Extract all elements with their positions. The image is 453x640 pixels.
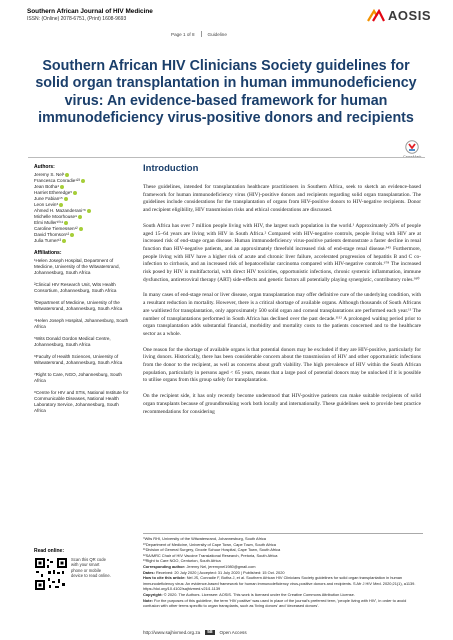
author-name: Jean Botha⁴ — [34, 184, 60, 189]
header-rule — [28, 157, 425, 158]
cite-info — [143, 575, 423, 592]
affiliation-item: ⁷Right to Care, NGO, Johannesburg, South Africa — [34, 372, 122, 383]
corresponding-label: Corresponding author: — [143, 563, 186, 569]
author-name: Jeremy S. Nel¹ — [34, 172, 65, 177]
affiliation-item: ⁴Helen Joseph Hospital, Johannesburg, South Africa — [34, 318, 129, 329]
author-list — [34, 172, 130, 244]
footnote-affiliation: ¹¹Division of General Surgery, Groote Schuur Hospital, Cape Town, South Africa — [143, 547, 281, 553]
dates-label: Dates: — [143, 569, 155, 575]
section-label: Guideline — [207, 31, 227, 37]
note-label: Note: — [143, 597, 153, 603]
author-name: Harriet Etheredge⁵ — [34, 190, 73, 195]
affiliation-item: ¹Helen Joseph Hospital, Department of Medicine, University of the Witwatersrand, Johannesburg, South Africa — [34, 258, 120, 275]
note — [143, 598, 423, 609]
main-text — [143, 184, 421, 424]
open-access-label: Open Access — [219, 630, 247, 635]
paragraph: On the recipient side, it has only recently become understood that HIV-positive patients can make suitable recipients of solid organ transplants because of groundbreaking work both locally and internationally. These guidelines seek to provide best practice recommendations for considering — [143, 393, 421, 415]
aosis-logo-text: AOSIS — [388, 8, 431, 23]
author-name: Michelle Moorhouse⁹ — [34, 214, 78, 219]
qr-code-icon[interactable] — [34, 557, 68, 591]
author-name: Ahmed H. Mazanderani⁷⁸ — [34, 208, 86, 213]
journal-name: Southern African Journal of HIV Medicine — [27, 8, 153, 15]
author-name: June Fabian¹⁵ — [34, 196, 63, 201]
footnote-affiliation: ¹²SA/MRC Chair of HIV Vaccine Translational Research, Pretoria, South Africa — [143, 552, 278, 558]
paragraph: South Africa has over 7 million people living with HIV, the largest such population in the world.¹ Approximately 20% of people aged 15–64 years are living with HIV in South Africa.² Compared with HIV-negative controls, people living with HIV are at increased risk of end-stage organ disease. Human immunodeficiency virus-positive patients demonstrate a faster decline in renal function than HIV-negative patients, and an approximately threefold increased risk of end-stage renal disease.³⁴⁵ Furthermore, people living with HIV have a higher risk of acute and chronic liver failure, accelerated progression of hepatitis B and C co-infection to cirrhosis, and an increased risk of hepatocellular carcinoma compared with HIV-negative controls.⁶⁷⁸ The increased risk posed by HIV is multifactorial, with direct HIV toxicities, opportunistic infections, chronic systemic inflammation, immune dysfunction, antiretroviral therapy (ART) side-effects and genetic factors all potentially playing synergistic, contributory roles.⁹¹⁰ — [143, 222, 421, 283]
page-number: 58 — [207, 630, 213, 635]
footer-url[interactable]: http://www.sajhivmed.org.za — [143, 630, 201, 635]
orcid-icon[interactable] — [65, 173, 69, 177]
issn: ISSN: (Online) 2078-6751, (Print) 1608-9693 — [27, 16, 127, 22]
cite-value[interactable]: Nel JS, Conradie F, Botha J, et al. Southern African HIV Clinicians Society guidelines for solid organ transplantation in human immunodeficiency virus: An evidence-based framework for human immunodeficiency virus-positive donors and recipients. S Afr J HIV Med. 2020;21(1), a1139. https://doi.org/10.4102/sajhivmed.v21i1.1139 — [143, 575, 416, 592]
author-name: Caroline Tiemessen¹² — [34, 226, 78, 231]
dates-value: Received: 20 July 2020 | Accepted: 31 July 2020 | Published: 15 Oct. 2020 — [156, 569, 285, 575]
orcid-icon[interactable] — [64, 197, 68, 201]
corresponding-value[interactable]: Jeremy Nel, jeremynel1980@gmail.com — [186, 563, 256, 569]
author-name: Francesca Conradie¹²³ — [34, 178, 80, 183]
affiliation-item: ⁸Centre for HIV and STIs, National Institute for Communicable Diseases, National Health Laboratory Service, Johannesburg, South Africa — [34, 390, 129, 413]
authors-heading: Authors: — [34, 164, 55, 170]
author-name: Julia Turner¹³ — [34, 238, 62, 243]
crossmark-icon — [405, 140, 419, 154]
footnotes — [143, 533, 423, 609]
orcid-icon[interactable] — [60, 185, 64, 189]
page-label: Page 1 of 8 — [171, 31, 195, 37]
divider — [201, 31, 202, 37]
affiliation-item: ²Clinical HIV Research Unit, Wits Health Consortium, Johannesburg, South Africa — [34, 282, 117, 293]
orcid-icon[interactable] — [64, 221, 68, 225]
affiliation-item: ⁶Faculty of Health Sciences, University of Witwatersrand, Johannesburg, South Africa — [34, 354, 123, 365]
paragraph: In many cases of end-stage renal or liver disease, organ transplantation may offer definitive cure of the underlying condition, with a resultant reduction in mortality. However, there is a critical shortage of available organs. Although thousands of South Africans are waitlisted for transplantation, only approximately 500 solid organ and corneal transplantations are performed each year.¹¹ The number of transplantations performed in South Africa has declined over the past decade.¹¹¹² A prolonged waiting period prior to organ transplantation adds substantial financial, morbidity and mortality costs to the patients concerned and to the healthcare sector as a whole. — [143, 292, 421, 337]
orcid-icon[interactable] — [78, 215, 82, 219]
author-name: David Thomson¹² — [34, 232, 70, 237]
author-name: Leon Levin⁶ — [34, 202, 59, 207]
copyright-label: Copyright: — [143, 591, 163, 597]
read-online-label: Read online: — [34, 548, 65, 554]
paragraph: One reason for the shortage of available organs is that potential donors may be excluded if they are HIV-positive, particularly for living donors. Historically, there has been considerable concern about the transmission of HIV and other opportunistic infections from the donor to the recipient, as well as concerns about graft viability. The high prevalence of HIV within the South African population, particularly in persons aged < 65 years, means that a large pool of potential donors may be unlocked if it is possible to utilise organs from this group safely for transplantation. — [143, 346, 421, 384]
page-footer — [143, 630, 247, 635]
article-title: Southern African HIV Clinicians Society guidelines for solid organ transplantation in human immunodeficiency virus: An evidence-based framework for human immunodeficiency virus-positive donors and recipients — [35, 58, 417, 127]
cite-label: How to cite this article: — [143, 575, 186, 581]
paragraph: These guidelines, intended for transplantation healthcare practitioners in Southern Africa, seek to sketch an evidence-based framework for human immunodeficiency virus (HIV)-positive donors and recipients regarding solid organ transplantation. The guidelines include considerations for the transplantation of organs from HIV-positive donors to HIV-negative recipients. Donor and recipient eligibility, HIV transmission risks and ethical considerations are discussed. — [143, 184, 421, 214]
orcid-icon[interactable] — [59, 203, 63, 207]
affiliations-heading: Affiliations: — [34, 250, 62, 256]
orcid-icon[interactable] — [87, 209, 91, 213]
affiliation-item: ³Department of Medicine, University of the Witwatersrand, Johannesburg, South Africa — [34, 300, 123, 311]
read-online-row — [34, 557, 130, 591]
footnote-affiliation: ¹³Right to Care NGO, Centurion, South Africa — [143, 558, 221, 564]
orcid-icon[interactable] — [70, 233, 74, 237]
orcid-icon[interactable] — [81, 179, 85, 183]
author-name: Elmi Muller¹⁰¹¹ — [34, 220, 64, 225]
aosis-logo-icon — [367, 9, 385, 23]
page-info — [171, 31, 227, 37]
orcid-icon[interactable] — [73, 191, 77, 195]
read-online-box — [34, 548, 130, 591]
affiliation-item: ⁵Wits Donald Gordon Medical Centre, Johannesburg, South Africa — [34, 336, 111, 347]
footnote-affiliation: ⁹Wits RHI, University of the Witwatersrand, Johannesburg, South Africa — [143, 536, 266, 541]
orcid-icon[interactable] — [79, 227, 83, 231]
footnote-affiliation: ¹⁰Department of Medicine, University of Cape Town, Cape Town, South Africa — [143, 541, 276, 547]
copyright-value: © 2020. The Authors. Licensee: AOSIS. This work is licensed under the Creative Commons Attribution License. — [163, 591, 355, 597]
orcid-icon[interactable] — [62, 239, 66, 243]
aosis-logo[interactable] — [367, 8, 431, 23]
intro-heading: Introduction — [143, 163, 199, 174]
read-online-text: Scan this QR code with your smart phone or mobile device to read online. — [71, 557, 111, 579]
left-sidebar — [34, 164, 130, 420]
note-value: For the purposes of this guideline, the term 'HIV positive' was used in place of the journal's preferred term, 'people living with HIV', in order to avoid confusion with other terms specific to organ transplants, such as 'living donors' and 'deceased donors'. — [143, 597, 407, 609]
